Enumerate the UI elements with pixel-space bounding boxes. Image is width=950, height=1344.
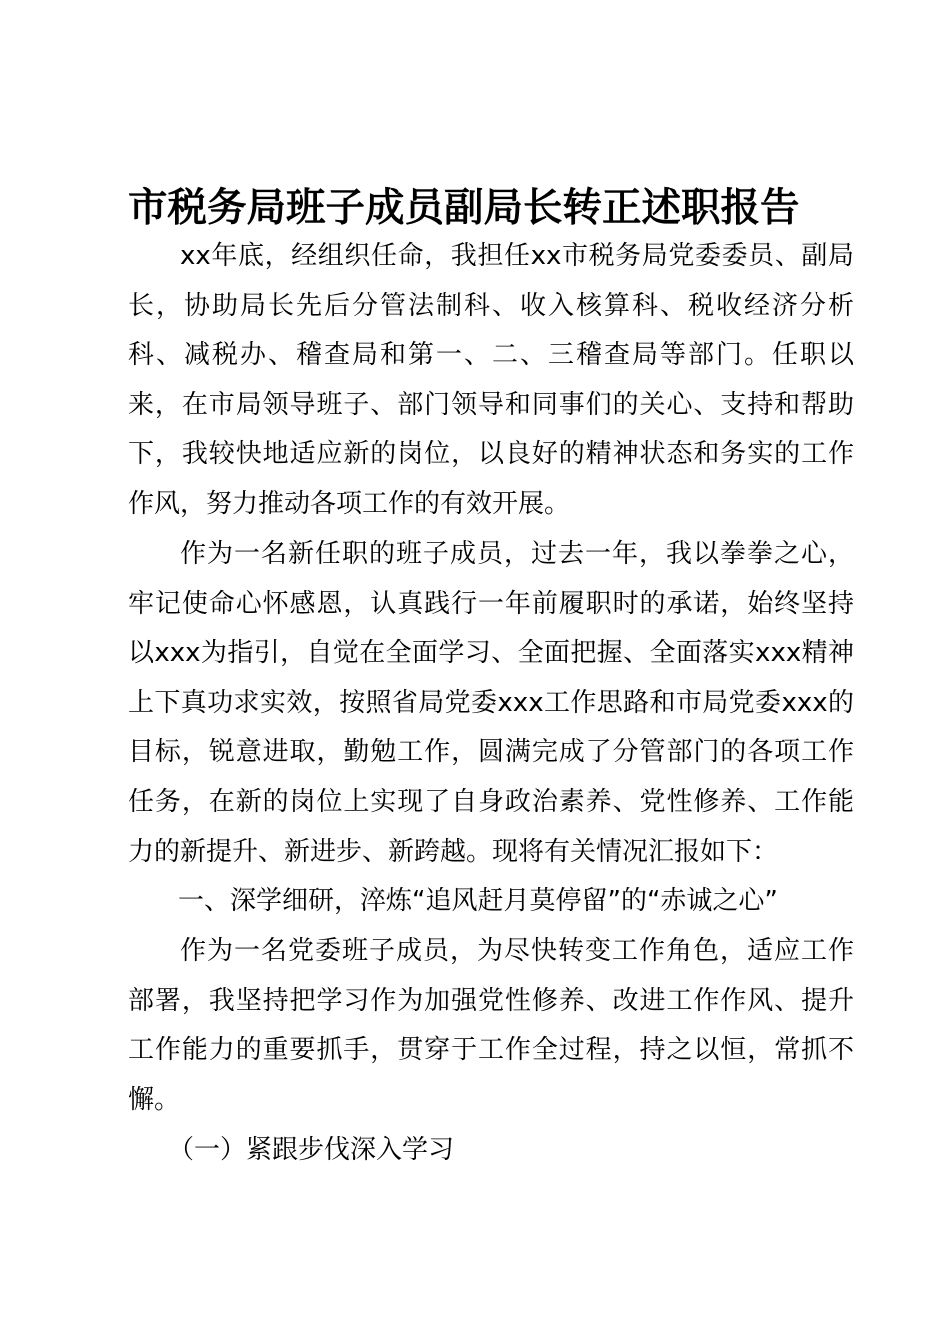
paragraph-section-one: 作为一名党委班子成员，为尽快转变工作角色，适应工作部署，我坚持把学习作为加强党性修养、改进工作作风、提升工作能力的重要抓手，贯穿于工作全过程，持之以恒，常抓不懈。 (128, 936, 854, 1115)
document-title: 市税务局班子成员副局长转正述职报告 (128, 185, 800, 231)
section-heading: 一、深学细研，淬炼“追风赶月莫停留”的“赤诚之心” (178, 886, 778, 916)
paragraph-intro: xx年底，经组织任命，我担任xx市税务局党委委员、副局长，协助局长先后分管法制科、收入核算科、税收经济分析科、减税办、稽查局和第一、二、三稽查局等部门。任职以来，在市局领导班子、部门领导和同事们的关心、支持和帮助下，我较快地适应新的岗位，以良好的精神状态和务实的工作作风，努力推动各项工作的有效开展。 (128, 241, 854, 519)
subsection-heading: （一）紧跟步伐深入学习 (168, 1135, 455, 1165)
paragraph-overview: 作为一名新任职的班子成员，过去一年，我以拳拳之心，牢记使命心怀感恩，认真践行一年前履职时的承诺，始终坚持以xxx为指引，自觉在全面学习、全面把握、全面落实xxx精神上下真功求实效，按照省局党委xxx工作思路和市局党委xxx的目标，锐意进取，勤勉工作，圆满完成了分管部门的各项工作任务，在新的岗位上实现了自身政治素养、党性修养、工作能力的新提升、新进步、新跨越。现将有关情况汇报如下： (128, 539, 854, 867)
